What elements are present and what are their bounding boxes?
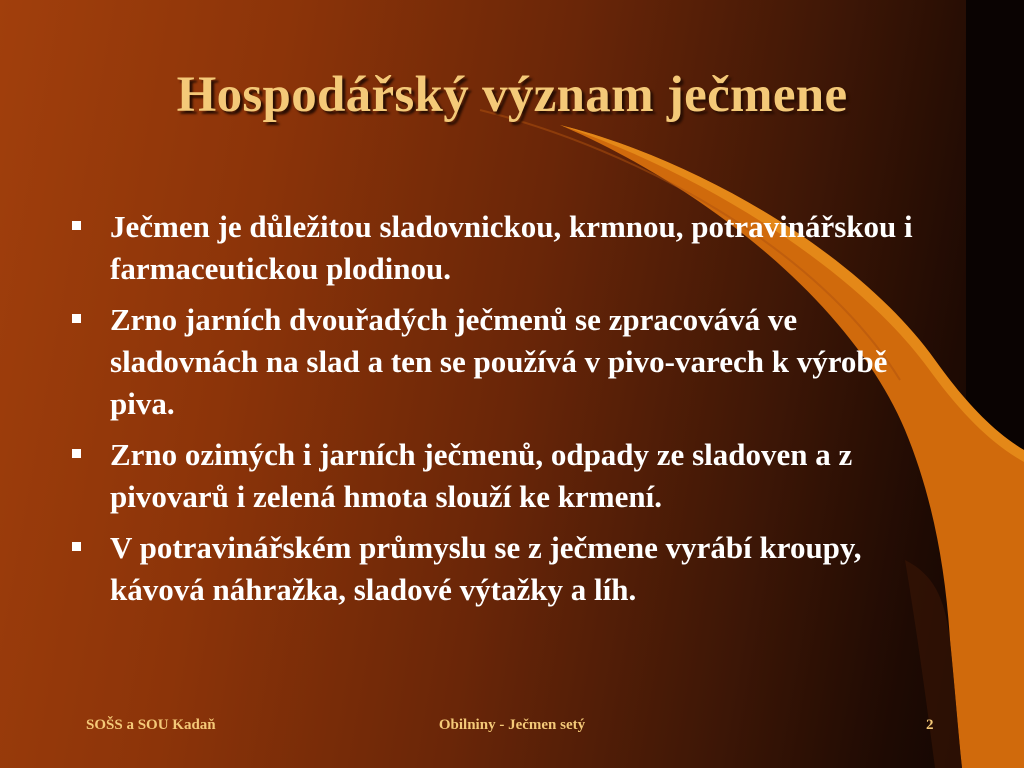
bullet-text: V potravinářském průmyslu se z ječmene vyrábí kroupy, kávová náhražka, sladové výtažky a líh. [110, 530, 862, 607]
footer-page-number: 2 [926, 717, 934, 733]
footer-school: SOŠS a SOU Kadaň [86, 717, 216, 733]
footer-topic: Obilniny - Ječmen setý [438, 717, 586, 733]
bullet-text: Ječmen je důležitou sladovnickou, krmnou, potravinářskou i farmaceutickou plodinou. [110, 209, 913, 286]
bullet-item [70, 527, 950, 611]
square-bullet-icon [72, 314, 81, 323]
bullet-text: Zrno jarních dvouřadých ječmenů se zpracovává ve sladovnách na slad a ten se používá v pivo-varech k výrobě piva. [110, 302, 888, 421]
bullet-item [70, 206, 950, 290]
slide-title: Hospodářský význam ječmene [176, 67, 848, 123]
square-bullet-icon [72, 449, 81, 458]
bullet-item [70, 299, 950, 425]
bullet-text: Zrno ozimých i jarních ječmenů, odpady ze sladoven a z pivovarů i zelená hmota slouží ke krmení. [110, 437, 853, 514]
square-bullet-icon [72, 542, 81, 551]
square-bullet-icon [72, 221, 81, 230]
bullet-list [70, 206, 950, 620]
bullet-item [70, 434, 950, 518]
